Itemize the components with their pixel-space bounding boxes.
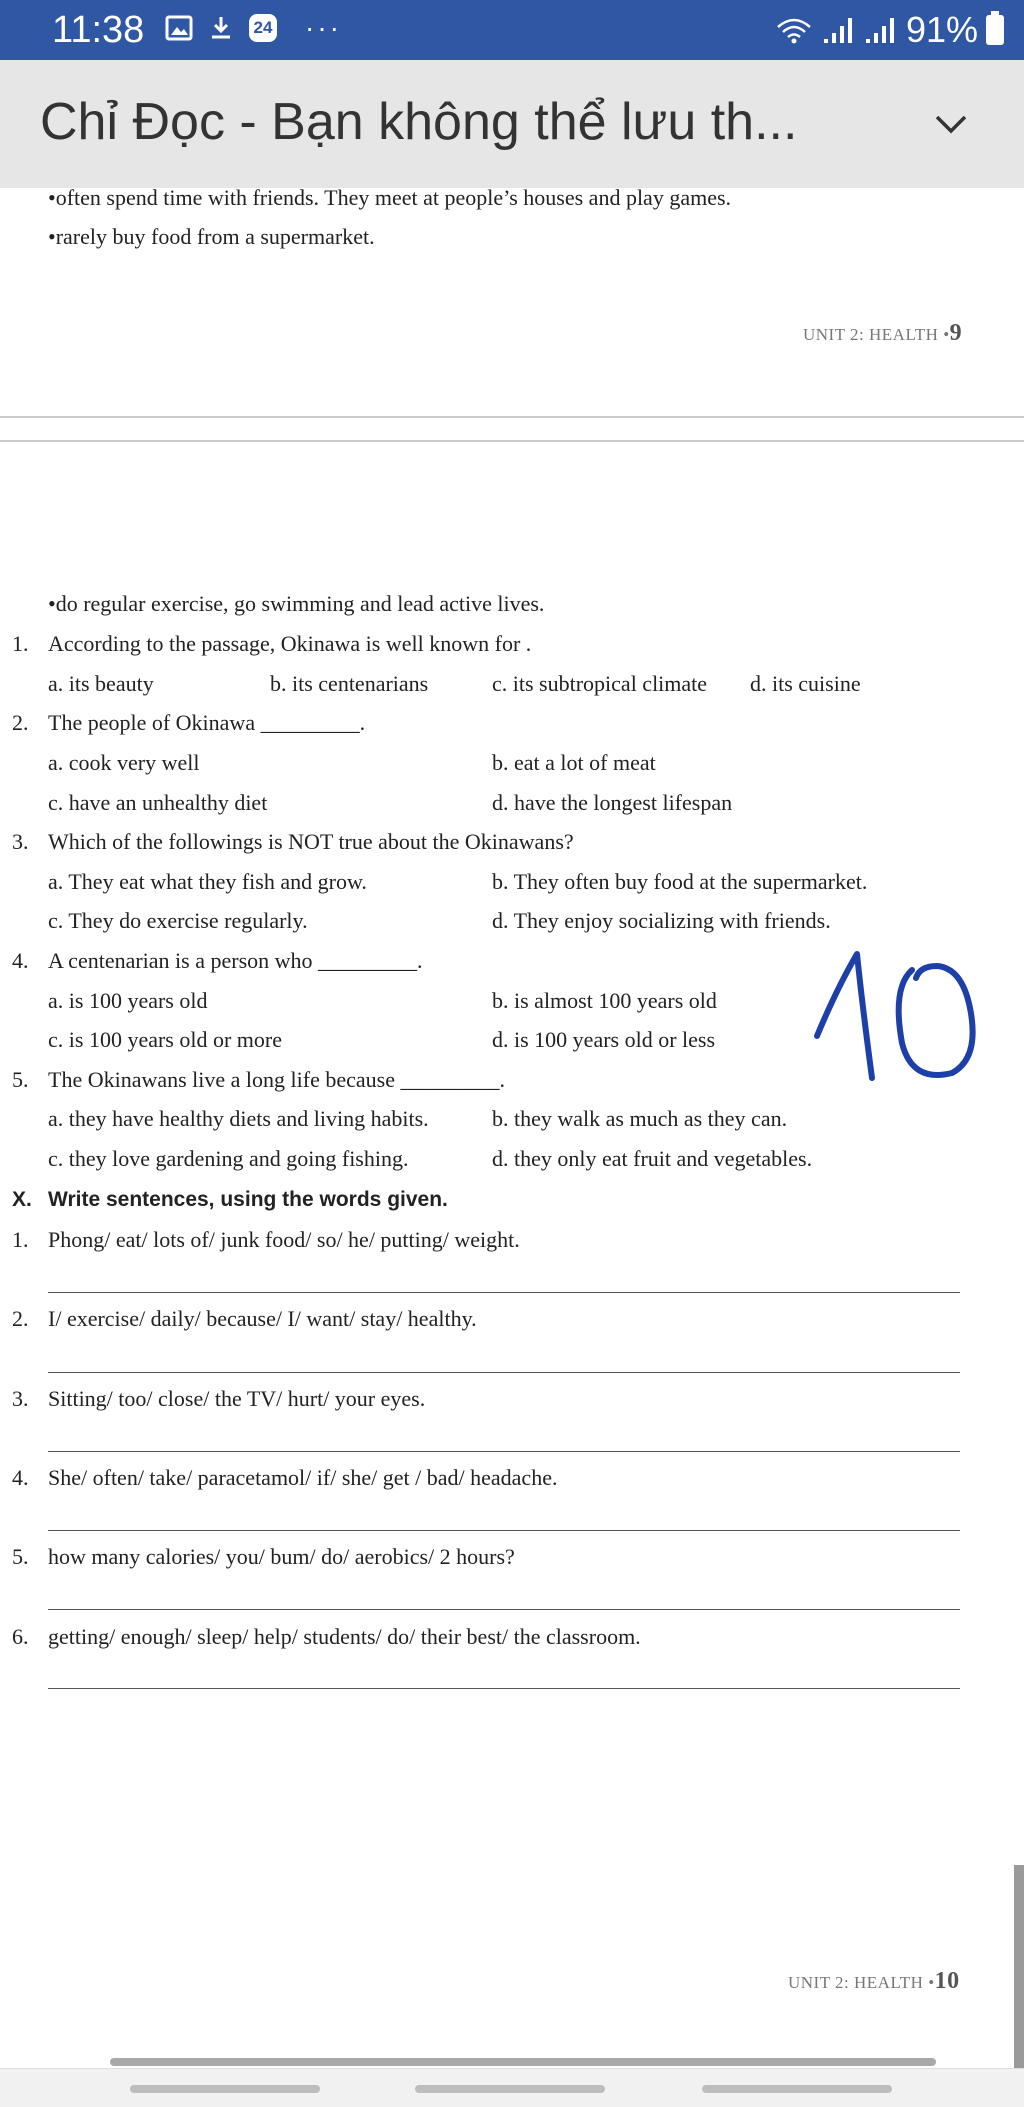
question-number: 4. bbox=[12, 948, 29, 973]
sentence-text: getting/ enough/ sleep/ help/ students/ do/ their best/ the classroom. bbox=[48, 1624, 641, 1649]
page9-footer bbox=[803, 320, 962, 347]
sentence-text: She/ often/ take/ paracetamol/ if/ she/ get / bad/ headache. bbox=[48, 1465, 558, 1490]
q3-option-b: b. They often buy food at the supermarket. bbox=[492, 869, 868, 894]
q4-option-a: a. is 100 years old bbox=[48, 988, 208, 1013]
wifi-icon bbox=[774, 15, 814, 45]
document-header bbox=[0, 60, 1024, 188]
sentence-text: how many calories/ you/ bum/ do/ aerobics/ 2 hours? bbox=[48, 1544, 515, 1569]
sentence-text: Sitting/ too/ close/ the TV/ hurt/ your eyes. bbox=[48, 1386, 426, 1411]
status-right bbox=[774, 8, 1004, 52]
page9-line-2: •rarely buy food from a supermarket. bbox=[48, 224, 375, 249]
answer-line-3 bbox=[48, 1451, 960, 1452]
question-text: The Okinawans live a long life because _________. bbox=[48, 1067, 505, 1092]
signal-icon bbox=[822, 15, 856, 45]
document-title: Chỉ Đọc - Bạn không thể lưu th... bbox=[40, 93, 798, 151]
answer-line-1 bbox=[48, 1292, 960, 1293]
answer-line-2 bbox=[48, 1372, 960, 1373]
sentence-number: 1. bbox=[12, 1227, 29, 1252]
answer-line-4 bbox=[48, 1530, 960, 1531]
battery-percent: 91% bbox=[905, 9, 978, 50]
q2-option-b: b. eat a lot of meat bbox=[492, 750, 656, 775]
question-number: 5. bbox=[12, 1067, 29, 1092]
question-text: According to the passage, Okinawa is well known for . bbox=[48, 631, 532, 656]
question-number: 2. bbox=[12, 710, 29, 735]
q1-option-d: d. its cuisine bbox=[750, 671, 861, 696]
nav-recent-apps-button[interactable] bbox=[130, 2085, 320, 2093]
handwritten-score bbox=[812, 948, 982, 1088]
q2-option-d: d. have the longest lifespan bbox=[492, 790, 733, 815]
nav-home-button[interactable] bbox=[415, 2085, 605, 2093]
horizontal-scrollbar[interactable] bbox=[110, 2058, 936, 2066]
sentence-number: 3. bbox=[12, 1386, 29, 1411]
q2-option-a: a. cook very well bbox=[48, 750, 200, 775]
q3-option-a: a. They eat what they fish and grow. bbox=[48, 869, 367, 894]
q5-option-b: b. they walk as much as they can. bbox=[492, 1106, 788, 1131]
page9-line-1: •often spend time with friends. They meet at people’s houses and play games. bbox=[48, 185, 732, 210]
chevron-down-icon[interactable] bbox=[934, 112, 968, 136]
sentence-text: Phong/ eat/ lots of/ junk food/ so/ he/ putting/ weight. bbox=[48, 1227, 520, 1252]
question-text: A centenarian is a person who _________. bbox=[48, 948, 423, 973]
gallery-icon bbox=[165, 14, 193, 42]
vertical-scrollbar-thumb[interactable] bbox=[1014, 1865, 1024, 2080]
sentence-text: I/ exercise/ daily/ because/ I/ want/ stay/ healthy. bbox=[48, 1306, 477, 1331]
section-title: Write sentences, using the words given. bbox=[48, 1188, 448, 1211]
answer-line-5 bbox=[48, 1609, 960, 1610]
q4-option-c: c. is 100 years old or more bbox=[48, 1027, 282, 1052]
calendar-badge-icon bbox=[249, 14, 277, 42]
q3-option-c: c. They do exercise regularly. bbox=[48, 908, 308, 933]
page10-intro: •do regular exercise, go swimming and lead active lives. bbox=[48, 591, 545, 616]
sentence-number: 2. bbox=[12, 1306, 29, 1331]
page-divider-bottom bbox=[0, 440, 1024, 442]
question-text: The people of Okinawa _________. bbox=[48, 710, 366, 735]
notification-icons bbox=[165, 14, 342, 42]
answer-line-6 bbox=[48, 1688, 960, 1689]
q4-option-b: b. is almost 100 years old bbox=[492, 988, 717, 1013]
q1-option-b: b. its centenarians bbox=[270, 671, 429, 696]
download-icon bbox=[207, 14, 235, 42]
question-number: 3. bbox=[12, 829, 29, 854]
status-time: 11:38 bbox=[52, 9, 145, 51]
signal-icon-2 bbox=[864, 15, 898, 45]
calendar-badge-number: 24 bbox=[253, 18, 273, 37]
status-bar bbox=[0, 0, 1024, 60]
q5-option-d: d. they only eat fruit and vegetables. bbox=[492, 1146, 813, 1171]
q3-option-d: d. They enjoy socializing with friends. bbox=[492, 908, 831, 933]
q2-option-c: c. have an unhealthy diet bbox=[48, 790, 268, 815]
page-divider-top bbox=[0, 416, 1024, 418]
section-number: X. bbox=[12, 1188, 32, 1211]
page10-footer-label: UNIT 2: HEALTH • bbox=[788, 1973, 935, 1992]
sentence-number: 5. bbox=[12, 1544, 29, 1569]
q5-option-a: a. they have healthy diets and living habits. bbox=[48, 1106, 429, 1131]
page9-footer-number: 9 bbox=[949, 320, 963, 346]
question-text: Which of the followings is NOT true about the Okinawans? bbox=[48, 829, 574, 854]
q1-option-a: a. its beauty bbox=[48, 671, 154, 696]
q5-option-c: c. they love gardening and going fishing. bbox=[48, 1146, 409, 1171]
battery-icon bbox=[986, 15, 1004, 45]
page10-footer bbox=[788, 1968, 960, 1995]
nav-back-button[interactable] bbox=[702, 2085, 892, 2093]
question-number: 1. bbox=[12, 631, 29, 656]
navigation-bar bbox=[0, 2068, 1024, 2107]
page9-footer-label: UNIT 2: HEALTH • bbox=[803, 325, 950, 344]
q4-option-d: d. is 100 years old or less bbox=[492, 1027, 716, 1052]
sentence-number: 4. bbox=[12, 1465, 29, 1490]
sentence-number: 6. bbox=[12, 1624, 29, 1649]
q1-option-c: c. its subtropical climate bbox=[492, 671, 708, 696]
page10-footer-number: 10 bbox=[934, 1968, 960, 1994]
more-notifications-icon: ··· bbox=[305, 12, 342, 43]
